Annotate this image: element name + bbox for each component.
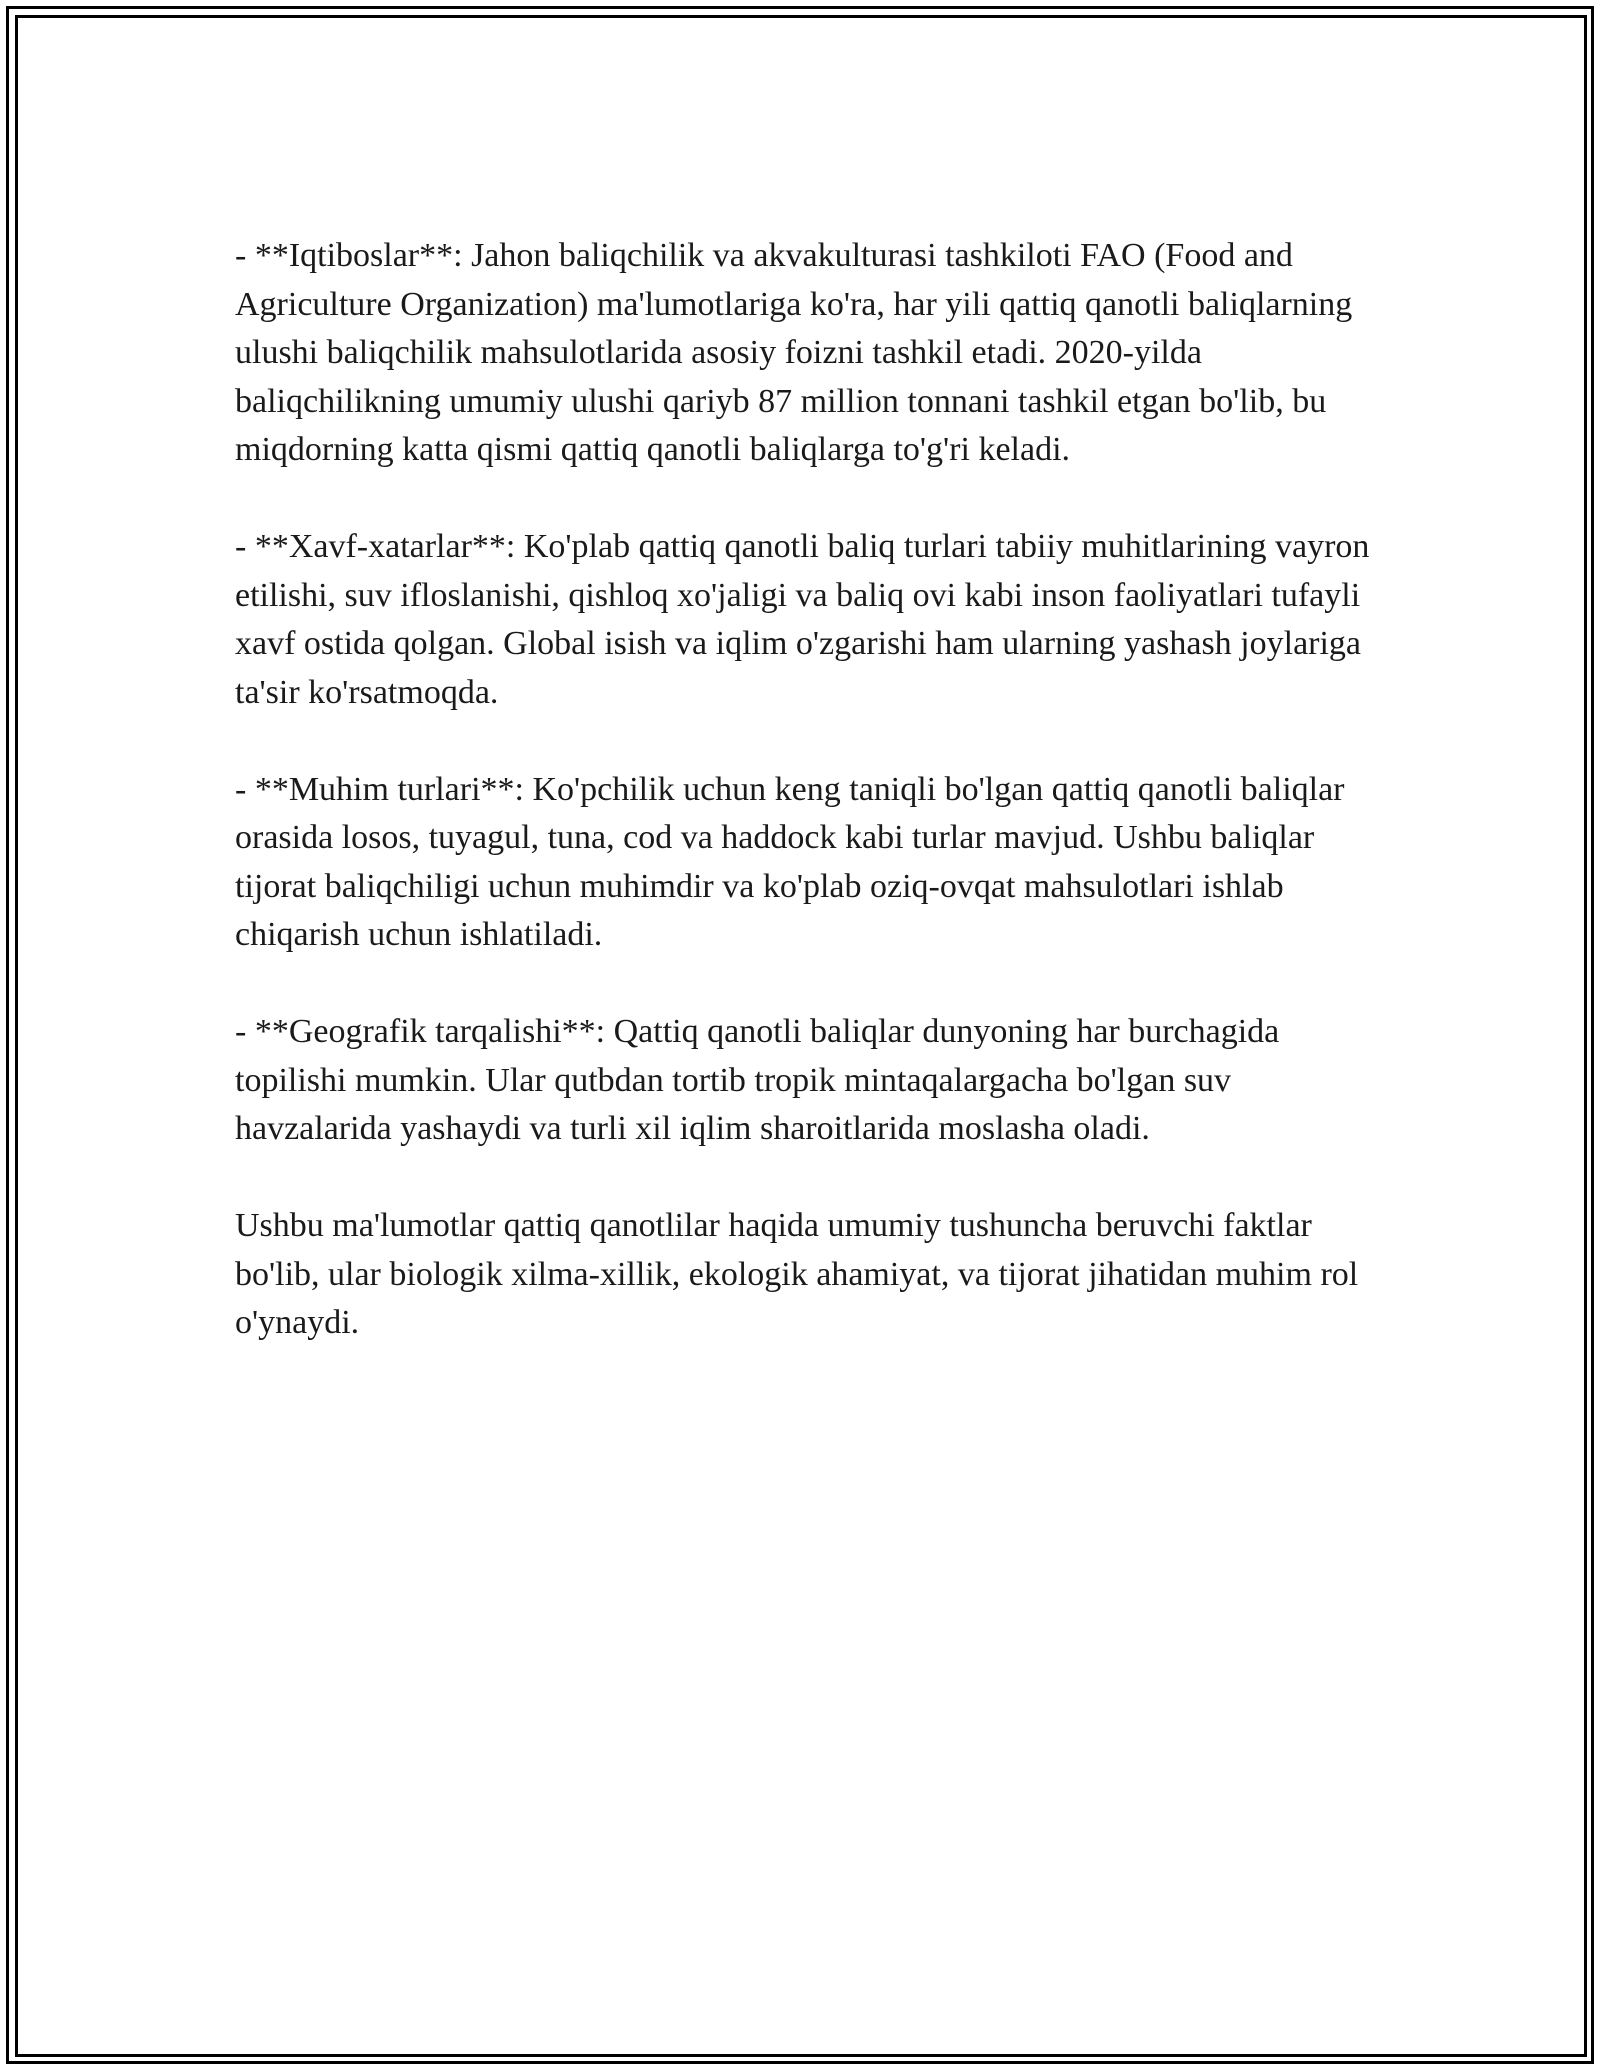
paragraph-geografik-tarqalishi: - **Geografik tarqalishi**: Qattiq qanotli baliqlar dunyoning har burchagida topilishi mumkin. Ular qutbdan tortib tropik mintaqalargacha bo'lgan suv havzalarida yashaydi va turli xil iqlim sharoitlarida moslasha oladi. [235, 1013, 1280, 1147]
paragraph-muhim-turlari: - **Muhim turlari**: Ko'pchilik uchun keng taniqli bo'lgan qattiq qanotli baliqlar orasida losos, tuyagul, tuna, cod va haddock kabi turlar mavjud. Ushbu baliqlar tijorat baliqchiligi uchun muhimdir va ko'plab oziq-ovqat mahsulotlari ishlab chiqarish uchun ishlatiladi. [235, 770, 1345, 953]
paragraph-iqtiboslar: - **Iqtiboslar**: Jahon baliqchilik va akvakulturasi tashkiloti FAO (Food and Agriculture Organization) ma'lumotlariga ko'ra, har yili qattiq qanotli baliqlarning ulushi baliqchilik mahsulotlarida asosiy foizni tashkil etadi. 2020-yilda baliqchilikning umumiy ulushi qariyb 87 million tonnani tashkil etgan bo'lib, bu miqdorning katta qismi qattiq qanotli baliqlarga to'g'ri keladi. [235, 237, 1353, 468]
paragraph-xavf-xatarlar: - **Xavf-xatarlar**: Ko'plab qattiq qanotli baliq turlari tabiiy muhitlarining vayron etilishi, suv ifloslanishi, qishloq xo'jaligi va baliq ovi kabi inson faoliyatlari tufayli xavf ostida qolgan. Global isish va iqlim o'zgarishi ham ularning yashash joylariga ta'sir ko'rsatmoqda. [235, 528, 1370, 711]
document-body [235, 232, 1385, 1396]
paragraph-conclusion: Ushbu ma'lumotlar qattiq qanotlilar haqida umumiy tushuncha beruvchi faktlar bo'lib, ular biologik xilma-xillik, ekologik ahamiyat, va tijorat jihatidan muhim rol o'ynaydi. [235, 1207, 1359, 1341]
